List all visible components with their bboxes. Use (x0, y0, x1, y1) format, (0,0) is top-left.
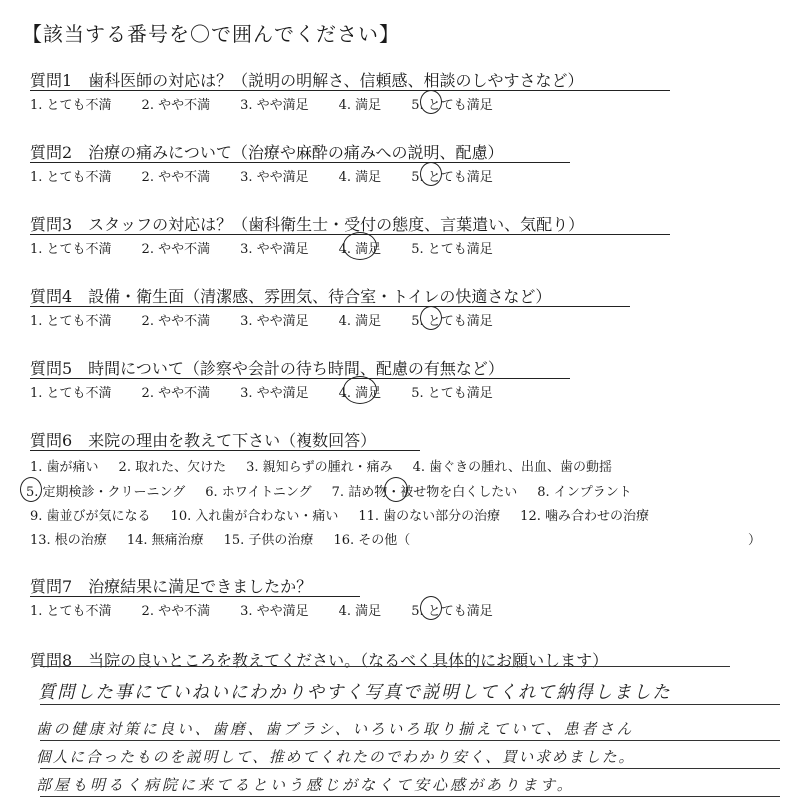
option[interactable]: 2. やや不満 (141, 604, 211, 619)
question-5-title: 質問5 時間について（診察や会計の待ち時間、配慮の有無など） (30, 359, 504, 378)
option[interactable]: 3. やや満足 (240, 604, 309, 619)
question-5-options (30, 382, 523, 401)
option[interactable]: 5. とても満足 (411, 242, 493, 257)
reason-option[interactable]: 15. 子供の治療 (223, 533, 314, 548)
reason-option[interactable]: 11. 歯のない部分の治療 (358, 509, 501, 524)
handwritten-answer-line-1: 質問した事にていねいにわかりやすく写真で説明してくれて納得しました (38, 682, 672, 703)
option[interactable]: 2. やや不満 (141, 98, 211, 113)
option[interactable]: 5. とても満足 (411, 98, 493, 113)
option[interactable]: 1. とても不満 (30, 170, 112, 185)
option[interactable]: 1. とても不満 (30, 98, 112, 113)
answer-line-guide (40, 740, 780, 741)
question-2-options (30, 166, 523, 185)
question-6-row-2 (26, 481, 632, 500)
other-close-paren: ） (748, 533, 762, 548)
answer-line-guide (40, 666, 730, 667)
option[interactable]: 4. 満足 (338, 242, 382, 257)
question-8-title: 質問8 当院の良いところを教えてください。（なるべく具体的にお願いします） (30, 651, 609, 670)
option[interactable]: 3. やや満足 (240, 386, 309, 401)
reason-option[interactable]: 7. 詰め物・被せ物を白くしたい (331, 485, 518, 500)
question-4-options (30, 310, 523, 329)
option[interactable]: 5. とても満足 (411, 170, 493, 185)
question-3-options (30, 238, 523, 257)
answer-line-guide (40, 796, 780, 797)
reason-option[interactable]: 8. インプラント (537, 485, 632, 500)
question-7-options (30, 600, 523, 619)
reason-option[interactable]: 2. 取れた、欠けた (118, 460, 227, 475)
answer-line-guide (40, 768, 780, 769)
question-6-title: 質問6 来院の理由を教えて下さい（複数回答） (30, 431, 377, 450)
option[interactable]: 5. とても満足 (411, 604, 493, 619)
option[interactable]: 3. やや満足 (240, 170, 309, 185)
option[interactable]: 3. やや満足 (240, 242, 309, 257)
option[interactable]: 1. とても不満 (30, 386, 112, 401)
selection-circle (420, 162, 442, 186)
question-4-underline (30, 306, 630, 307)
option[interactable]: 1. とても不満 (30, 242, 112, 257)
option[interactable]: 2. やや不満 (141, 242, 211, 257)
option[interactable]: 1. とても不満 (30, 604, 112, 619)
question-1-title: 質問1 歯科医師の対応は？（説明の明解さ、信頼感、相談のしやすさなど） (30, 71, 584, 90)
selection-circle (384, 477, 408, 502)
question-6-row-3 (30, 505, 649, 524)
question-1-underline (30, 90, 670, 91)
reason-option-other[interactable]: 16. その他（ (333, 533, 411, 548)
question-6-underline (30, 450, 420, 451)
question-6-row-1 (30, 456, 612, 475)
question-1-options (30, 94, 523, 113)
selection-circle (343, 376, 377, 404)
reason-option[interactable]: 14. 無痛治療 (126, 533, 204, 548)
question-2-underline (30, 162, 570, 163)
selection-circle (420, 596, 442, 620)
answer-line-guide (40, 704, 780, 705)
reason-option[interactable]: 10. 入れ歯が合わない・痛い (170, 509, 339, 524)
selection-circle (420, 90, 442, 114)
reason-option[interactable]: 13. 根の治療 (30, 533, 107, 548)
instruction-header: 【該当する番号を〇で囲んでください】 (22, 22, 400, 46)
option[interactable]: 4. 満足 (338, 604, 382, 619)
handwritten-answer-line-2: 歯の健康対策に良い、歯磨、歯ブラシ、いろいろ取り揃えていて、患者さん (36, 720, 635, 738)
question-6-row-4 (30, 529, 410, 548)
reason-option[interactable]: 12. 噛み合わせの治療 (520, 509, 649, 524)
reason-option[interactable]: 4. 歯ぐきの腫れ、出血、歯の動揺 (412, 460, 612, 475)
reason-option[interactable]: 1. 歯が痛い (30, 460, 99, 475)
reason-option[interactable]: 5. 定期検診・クリーニング (26, 485, 186, 500)
selection-circle (20, 477, 42, 502)
handwritten-answer-line-3: 個人に合ったものを説明して、推めてくれたのでわかり安く、買い求めました。 (36, 748, 636, 766)
option[interactable]: 5. とても満足 (411, 314, 493, 329)
option[interactable]: 3. やや満足 (240, 314, 309, 329)
option[interactable]: 4. 満足 (338, 98, 382, 113)
question-2-title: 質問2 治療の痛みについて（治療や麻酔の痛みへの説明、配慮） (30, 143, 504, 162)
question-5-underline (30, 378, 570, 379)
option[interactable]: 2. やや不満 (141, 170, 211, 185)
question-4-title: 質問4 設備・衛生面（清潔感、雰囲気、待合室・トイレの快適さなど） (30, 287, 552, 306)
option[interactable]: 2. やや不満 (141, 314, 211, 329)
reason-option[interactable]: 9. 歯並びが気になる (30, 509, 151, 524)
reason-option[interactable]: 6. ホワイトニング (205, 485, 312, 500)
option[interactable]: 4. 満足 (338, 314, 382, 329)
option[interactable]: 4. 満足 (338, 170, 382, 185)
question-7-title: 質問7 治療結果に満足できましたか？ (30, 577, 313, 596)
question-7-underline (30, 596, 360, 597)
option[interactable]: 5. とても満足 (411, 386, 493, 401)
option[interactable]: 3. やや満足 (240, 98, 309, 113)
selection-circle (420, 306, 442, 330)
question-3-title: 質問3 スタッフの対応は？（歯科衛生士・受付の態度、言葉遣い、気配り） (30, 215, 585, 234)
option[interactable]: 2. やや不満 (141, 386, 211, 401)
handwritten-answer-line-4: 部屋も明るく病院に来てるという感じがなくて安心感があります。 (36, 776, 575, 794)
selection-circle (343, 232, 377, 260)
option[interactable]: 1. とても不満 (30, 314, 112, 329)
reason-option[interactable]: 3. 親知らずの腫れ・痛み (246, 460, 393, 475)
option[interactable]: 4. 満足 (338, 386, 382, 401)
